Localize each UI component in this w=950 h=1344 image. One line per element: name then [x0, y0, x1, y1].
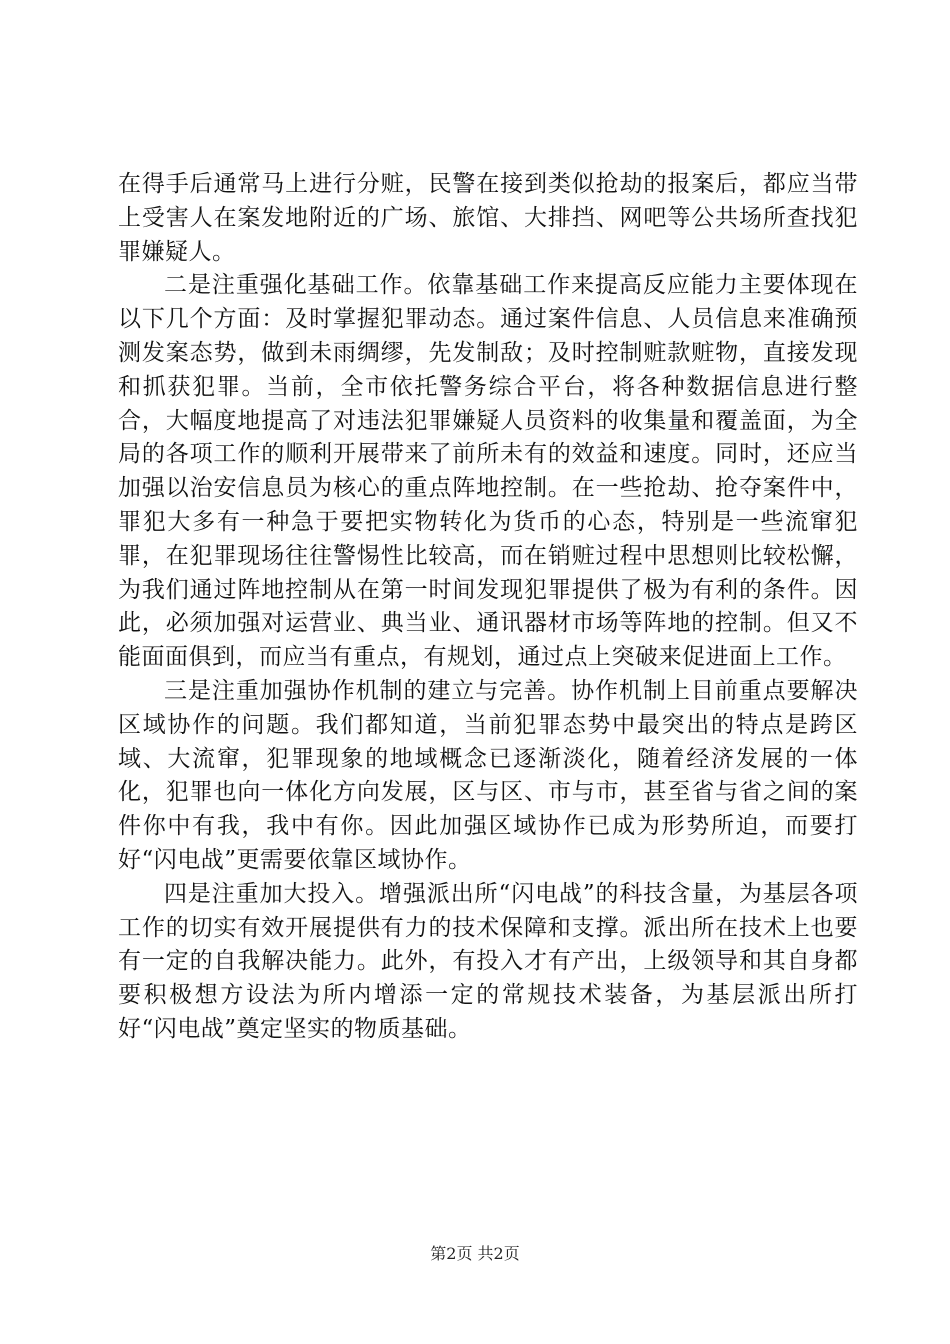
- page-footer: [0, 1244, 950, 1264]
- paragraph-cooperation-mechanism: 三是注重加强协作机制的建立与完善。协作机制上目前重点要解决区域协作的问题。我们都知道，当前犯罪态势中最突出的特点是跨区域、大流窜，犯罪现象的地域概念已逐渐淡化，随着经济发展的一体化，犯罪也向一体化方向发展，区与区、市与市，甚至省与省之间的案件你中有我，我中有你。因此加强区域协作已成为形势所迫，而要打好“闪电战”更需要依靠区域协作。: [118, 677, 858, 873]
- paragraph-investment: 四是注重加大投入。增强派出所“闪电战”的科技含量，为基层各项工作的切实有效开展提供有力的技术保障和支撑。派出所在技术上也要有一定的自我解决能力。此外，有投入才有产出，上级领导和其自身都要积极想方设法为所内增添一定的常规技术装备，为基层派出所打好“闪电战”奠定坚实的物质基础。: [118, 880, 858, 1042]
- paragraph-basic-work: 二是注重强化基础工作。依靠基础工作来提高反应能力主要体现在以下几个方面：及时掌握犯罪动态。通过案件信息、人员信息来准确预测发案态势，做到未雨绸缪，先发制敌；及时控制赃款赃物，直接发现和抓获犯罪。当前，全市依托警务综合平台，将各种数据信息进行整合，大幅度地提高了对违法犯罪嫌疑人员资料的收集量和覆盖面，为全局的各项工作的顺利开展带来了前所未有的效益和速度。同时，还应当加强以治安信息员为核心的重点阵地控制。在一些抢劫、抢夺案件中，罪犯大多有一种急于要把实物转化为货币的心态，特别是一些流窜犯罪，在犯罪现场往往警惕性比较高，而在销赃过程中思想则比较松懈，为我们通过阵地控制从在第一时间发现犯罪提供了极为有利的条件。因此，必须加强对运营业、典当业、通讯器材市场等阵地的控制。但又不能面面俱到，而应当有重点，有规划，通过点上突破来促进面上工作。: [118, 272, 858, 671]
- page-number-label: 第2页 共2页: [430, 1244, 520, 1263]
- paragraph-continuation: 在得手后通常马上进行分赃，民警在接到类似抢劫的报案后，都应当带上受害人在案发地附近的广场、旅馆、大排挡、网吧等公共场所查找犯罪嫌疑人。: [118, 171, 858, 265]
- document-body: [118, 168, 858, 1047]
